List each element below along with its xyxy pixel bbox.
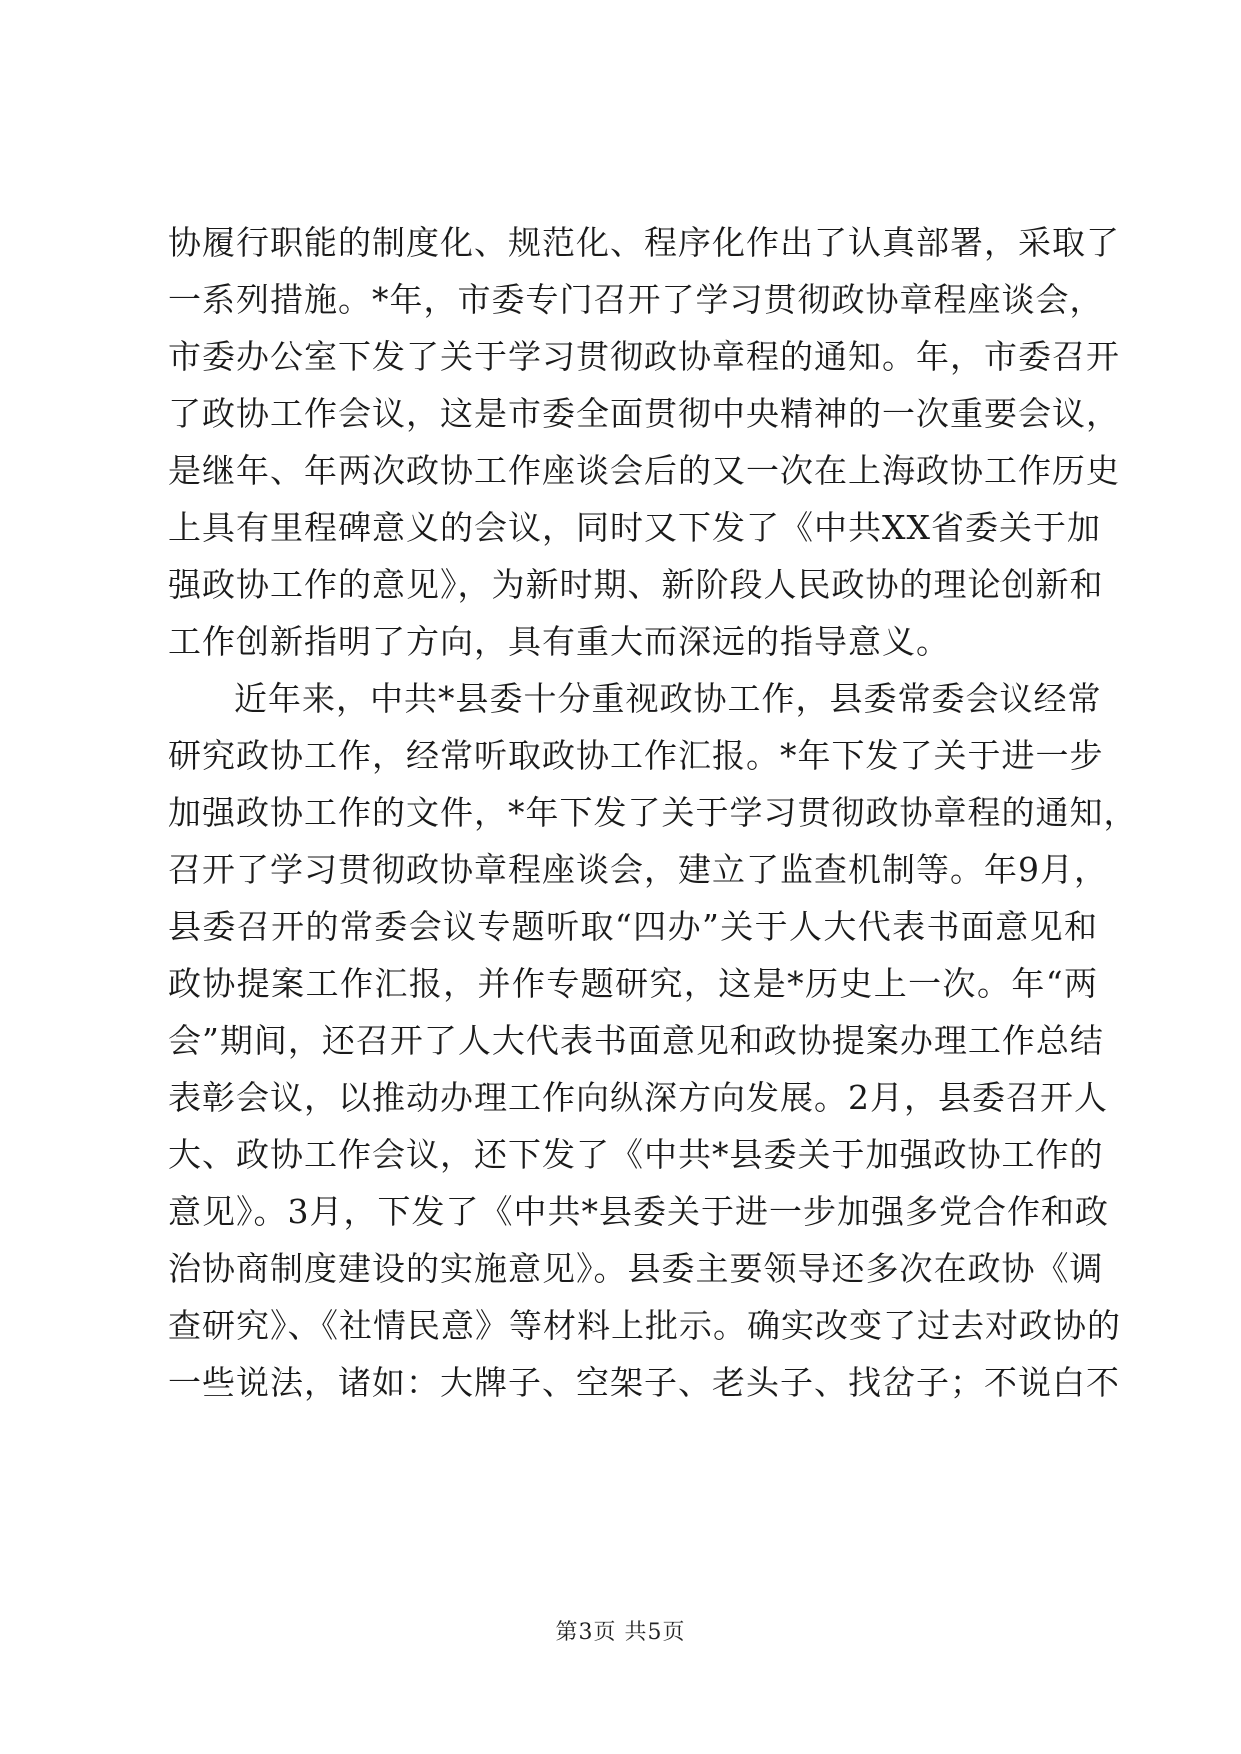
paragraph-1-line-7: 强政协工作的意见》，为新时期、新阶段人民政协的理论创新和 [168, 565, 1104, 604]
paragraph-1-line-3: 市委办公室下发了关于学习贯彻政协章程的通知。年，市委召开 [168, 337, 1120, 376]
paragraph-2-line-6: 政协提案工作汇报，并作专题研究，这是*历史上一次。年“两 [168, 964, 1098, 1003]
paragraph-2-line-9: 大、政协工作会议，还下发了《中共*县委关于加强政协工作的 [168, 1135, 1104, 1174]
paragraph-2-line-4: 召开了学习贯彻政协章程座谈会，建立了监查机制等。年9月， [168, 850, 1108, 889]
paragraph-2-line-13: 一些说法，诸如：大牌子、空架子、老头子、找岔子；不说白不 [168, 1363, 1120, 1402]
paragraph-1-line-6: 上具有里程碑意义的会议，同时又下发了《中共XX省委关于加 [168, 508, 1101, 547]
paragraph-1-line-8: 工作创新指明了方向，具有重大而深远的指导意义。 [168, 622, 950, 661]
paragraph-2-line-7: 会”期间，还召开了人大代表书面意见和政协提案办理工作总结 [168, 1021, 1104, 1060]
paragraph-2-line-8: 表彰会议，以推动办理工作向纵深方向发展。2月，县委召开人 [168, 1078, 1108, 1117]
paragraph-2-line-10: 意见》。3月，下发了《中共*县委关于进一步加强多党合作和政 [168, 1192, 1109, 1231]
paragraph-2-line-3: 加强政协工作的文件，*年下发了关于学习贯彻政协章程的通知， [168, 793, 1138, 832]
paragraph-1-line-2: 一系列措施。*年，市委专门召开了学习贯彻政协章程座谈会， [168, 280, 1104, 319]
paragraph-2-line-11: 治协商制度建设的实施意见》。县委主要领导还多次在政协《调 [168, 1249, 1104, 1288]
paragraph-2-line-1: 近年来，中共*县委十分重视政协工作，县委常委会议经常 [234, 679, 1102, 718]
paragraph-2-line-12: 查研究》、《社情民意》等材料上批示。确实改变了过去对政协的 [168, 1306, 1121, 1345]
paragraph-1-line-5: 是继年、年两次政协工作座谈会后的又一次在上海政协工作历史 [168, 451, 1120, 490]
paragraph-2-line-5: 县委召开的常委会议专题听取“四办”关于人大代表书面意见和 [168, 907, 1098, 946]
paragraph-2-line-2: 研究政协工作，经常听取政协工作汇报。*年下发了关于进一步 [168, 736, 1104, 775]
paragraph-1-line-1: 协履行职能的制度化、规范化、程序化作出了认真部署，采取了 [168, 223, 1120, 262]
paragraph-1-line-4: 了政协工作会议，这是市委全面贯彻中央精神的一次重要会议， [168, 394, 1120, 433]
page-number-footer: 第3页 共5页 [555, 1620, 686, 1645]
